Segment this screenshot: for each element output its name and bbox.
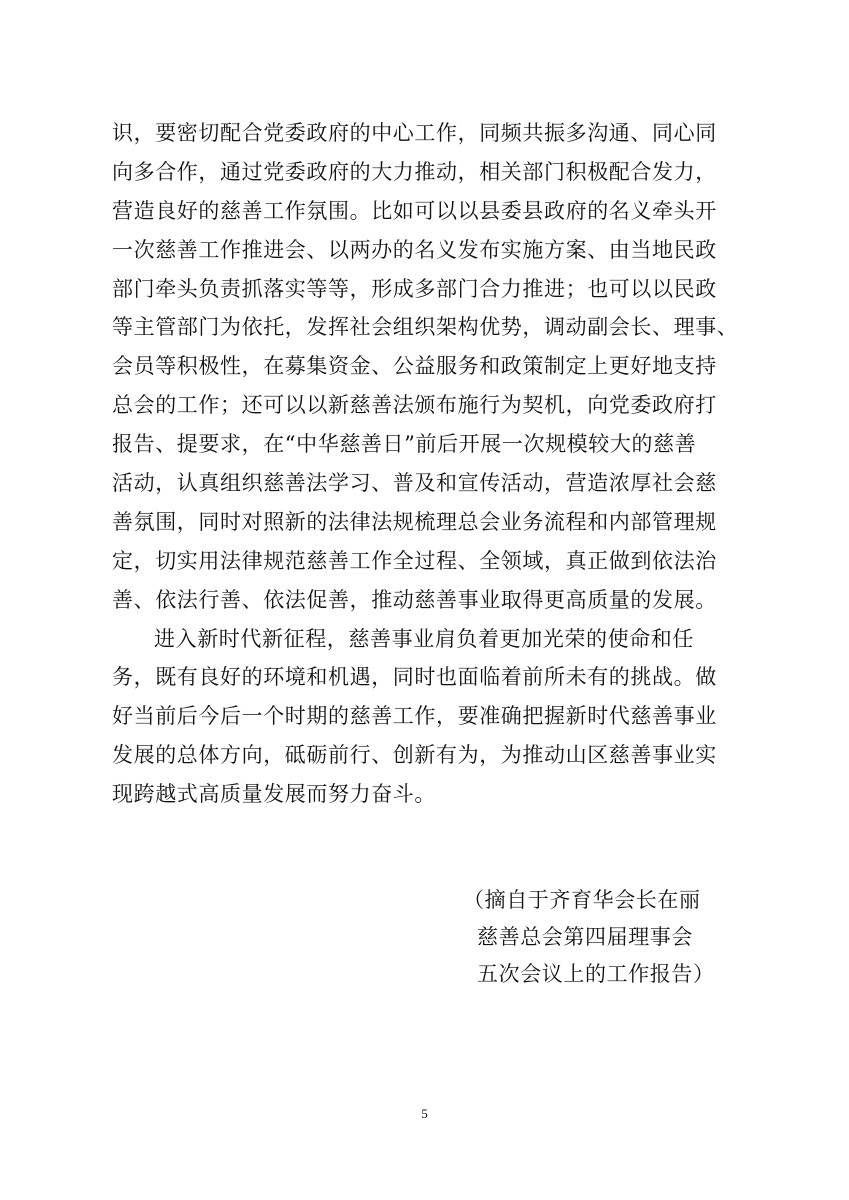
attribution-line: 五次会议上的工作报告） <box>477 962 715 986</box>
text-line: 报告、提要求，在“中华慈善日”前后开展一次规模较大的慈善 <box>112 432 697 457</box>
text-line: 活动，认真组织慈善法学习、普及和宣传活动，营造浓厚社会慈 <box>112 471 717 496</box>
attribution-line: 慈善总会第四届理事会 <box>477 925 693 949</box>
text-line: 部门牵头负责抓落实等等，形成多部门合力推进；也可以以民政 <box>112 276 717 301</box>
text-line: 好当前后今后一个时期的慈善工作，要准确把握新时代慈善事业 <box>112 704 717 729</box>
paragraph-start-line: 进入新时代新征程，慈善事业肩负着更加光荣的使命和任 <box>154 626 694 651</box>
attribution-line: （摘自于齐育华会长在丽 <box>463 888 701 912</box>
text-line: 营造良好的慈善工作氛围。比如可以以县委县政府的名义牵头开 <box>112 198 717 223</box>
text-line: 善氛围，同时对照新的法律法规梳理总会业务流程和内部管理规 <box>112 509 717 534</box>
body-text <box>112 114 752 814</box>
text-line: 现跨越式高质量发展而努力奋斗。 <box>112 782 436 807</box>
text-line: 善、依法行善、依法促善，推动慈善事业取得更高质量的发展。 <box>112 587 717 612</box>
text-line: 等主管部门为依托，发挥社会组织架构优势，调动副会长、理事、 <box>112 315 739 340</box>
text-line: 发展的总体方向，砥砺前行、创新有为，为推动山区慈善事业实 <box>112 743 717 768</box>
text-line: 一次慈善工作推进会、以两办的名义发布实施方案、由当地民政 <box>112 237 717 262</box>
text-line: 务，既有良好的环境和机遇，同时也面临着前所未有的挑战。做 <box>112 665 717 690</box>
text-line: 定，切实用法律规范慈善工作全过程、全领域，真正做到依法治 <box>112 548 717 573</box>
text-line: 会员等积极性，在募集资金、公益服务和政策制定上更好地支持 <box>112 354 717 379</box>
page-number: 5 <box>421 1106 428 1121</box>
text-line: 总会的工作；还可以以新慈善法颁布施行为契机，向党委政府打 <box>112 393 717 418</box>
text-line: 识，要密切配合党委政府的中心工作，同频共振多沟通、同心同 <box>112 121 717 145</box>
source-attribution <box>463 882 763 993</box>
text-line: 向多合作，通过党委政府的大力推动，相关部门积极配合发力， <box>112 159 717 184</box>
